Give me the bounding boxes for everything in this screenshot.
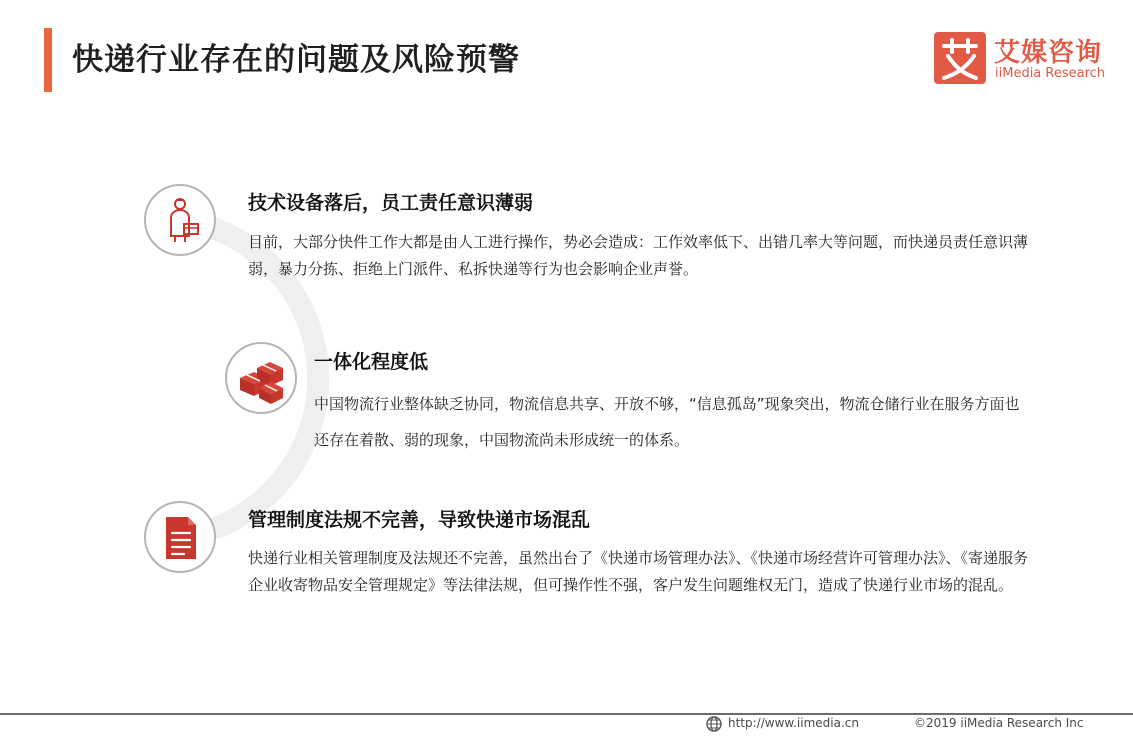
item-body: 目前，大部分快件工作大都是由人工进行操作，势必会造成：工作效率低下、出错几率大等问题，而快递员责任意识薄弱，暴力分拣、拒绝上门派件、私拆快递等行为也会影响企业声誉。 [248,233,1029,278]
footer-divider [0,713,1133,715]
footer-copyright: ©2019 iiMedia Research Inc [914,716,1084,730]
globe-icon [705,715,723,733]
item-heading: 技术设备落后，员工责任意识薄弱 [248,192,534,214]
logo-text-cn: 艾媒咨询 [994,38,1103,68]
item-body: 中国物流行业整体缺乏协同，物流信息共享、开放不够，“信息孤岛”现象突出，物流仓储行业在服务方面也还存在着散、弱的现象，中国物流尚未形成统一的体系。 [314,395,1020,449]
item-body: 快递行业相关管理制度及法规还不完善，虽然出台了《快递市场管理办法》、《快递市场经营许可管理办法》、《寄递服务企业收寄物品安全管理规定》等法律法规，但可操作性不强，客户发生问题维权无门，造成了快递行业市场的混乱。 [248,549,1029,594]
document-icon [144,501,216,573]
item-heading: 管理制度法规不完善，导致快递市场混乱 [248,509,591,531]
logo-text-en: iiMedia Research [995,66,1106,81]
item-heading: 一体化程度低 [314,351,429,373]
footer-url-link[interactable]: http://www.iimedia.cn [728,716,859,730]
boxes-icon [225,342,297,414]
page-title: 快递行业存在的问题及风险预警 [72,42,520,78]
courier-icon [144,184,216,256]
